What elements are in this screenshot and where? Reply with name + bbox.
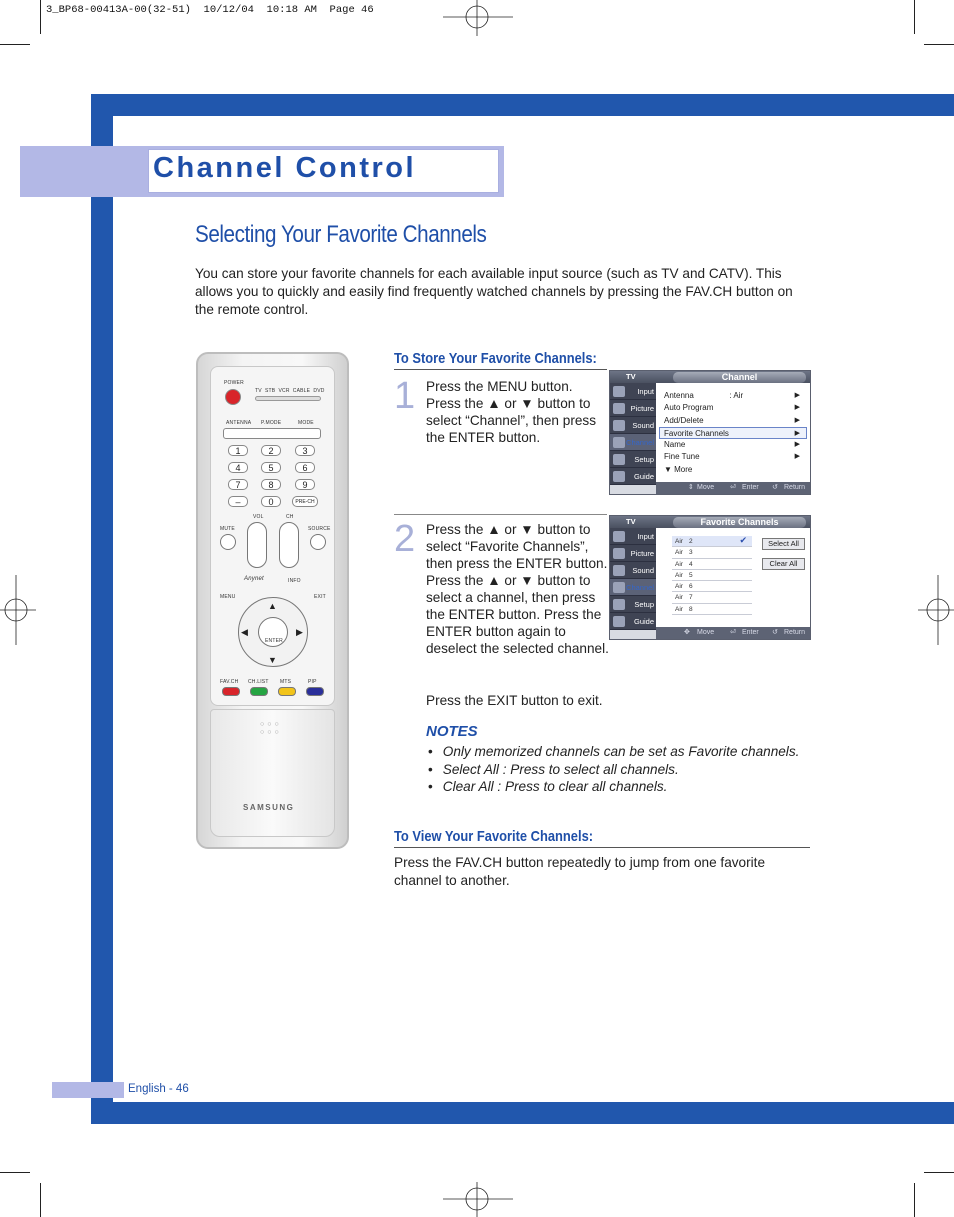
note-item: • Clear All : Press to clear all channels. (428, 778, 799, 796)
mute-button[interactable] (220, 534, 236, 550)
osd-side-sound[interactable]: Sound (610, 417, 656, 434)
ch-list-label: CH.LIST (248, 679, 269, 685)
crop-mark (914, 0, 915, 34)
step-number: 1 (394, 375, 416, 417)
brand-logo: SAMSUNG (243, 803, 295, 812)
arrow-right-icon: ▶ (794, 392, 800, 399)
osd-side-guide[interactable]: Guide (610, 468, 656, 485)
red-button[interactable] (222, 687, 240, 696)
menu-item-fine-tune[interactable]: Fine Tune ▶ (656, 451, 810, 463)
exit-instruction: Press the EXIT button to exit. (426, 693, 603, 708)
channel-item[interactable]: Air 2 ✔ (672, 536, 752, 547)
crop-mark (40, 0, 41, 34)
osd-tv-label: TV (626, 372, 636, 381)
sound-icon (613, 420, 625, 431)
favorite-channel-list (672, 536, 752, 615)
osd-favorite-channels (609, 515, 811, 640)
digit-9-button[interactable]: 9 (295, 479, 315, 490)
osd-side-setup[interactable]: Setup (610, 451, 656, 468)
registration-mark (0, 575, 36, 645)
vol-label: VOL (253, 514, 264, 520)
step-divider (394, 514, 607, 515)
step-1-text: Press the MENU button. Press the ▲ or ▼ button to select “Channel”, then press the ENTER button. (426, 379, 597, 445)
channel-item[interactable]: Air 8 (672, 604, 752, 615)
arrow-right-icon: ▶ (794, 453, 800, 461)
menu-item-favorite-channels[interactable]: Favorite Channels ▶ (659, 427, 807, 439)
remote-control (196, 352, 349, 849)
arrow-down-icon: ▼ (268, 655, 277, 665)
frame-left-bar (91, 94, 113, 1124)
crop-mark (0, 1172, 30, 1173)
osd-side-sound[interactable]: Sound (610, 562, 656, 579)
osd-side-picture[interactable]: Picture (610, 400, 656, 417)
fav-ch-label: FAV.CH (220, 679, 239, 685)
channel-item[interactable]: Air 3 (672, 547, 752, 558)
page-title: Channel Control (153, 152, 417, 184)
digit-2-button[interactable]: 2 (261, 445, 281, 456)
pip-label: PIP (308, 679, 317, 685)
pmode-label: P.MODE (261, 420, 282, 426)
section-title: Selecting Your Favorite Channels (195, 221, 487, 248)
move-icon: ⇕ (688, 484, 694, 491)
osd-side-guide[interactable]: Guide (610, 613, 656, 630)
osd-side-input[interactable]: Input (610, 383, 656, 400)
source-button[interactable] (310, 534, 326, 550)
arrow-right-icon: ▶ (296, 627, 303, 637)
dash-button[interactable]: – (228, 496, 248, 507)
setup-icon (613, 454, 625, 465)
input-icon (613, 386, 625, 397)
osd-side-input[interactable]: Input (610, 528, 656, 545)
menu-item-add-delete[interactable]: Add/Delete ▶ (656, 415, 810, 427)
crop-mark (924, 44, 954, 45)
power-label: POWER (224, 380, 244, 386)
osd-side-picture[interactable]: Picture (610, 545, 656, 562)
channel-item[interactable]: Air 7 (672, 592, 752, 603)
crop-mark (0, 44, 30, 45)
registration-mark (443, 1182, 513, 1217)
source-label: SOURCE (308, 526, 331, 532)
crop-mark (914, 1183, 915, 1217)
antenna-label: ANTENNA (226, 420, 252, 426)
menu-item-antenna[interactable]: Antenna : Air ▶ (656, 390, 810, 402)
arrow-up-icon: ▲ (268, 601, 277, 611)
return-icon: ↺ (772, 484, 778, 491)
osd-side-setup[interactable]: Setup (610, 596, 656, 613)
channel-item[interactable]: Air 6 (672, 581, 752, 592)
volume-rocker[interactable] (247, 522, 267, 568)
osd-fav-panel (656, 528, 810, 629)
mts-label: MTS (280, 679, 292, 685)
notes-title: NOTES (426, 723, 478, 740)
channel-icon (613, 437, 625, 448)
function-button-row[interactable] (223, 428, 321, 439)
picture-icon (613, 403, 625, 414)
heading-rule (394, 847, 810, 848)
registration-mark (918, 575, 954, 645)
mode-labels: TV STB VCR CABLE DVD (255, 388, 325, 394)
channel-icon (613, 582, 625, 593)
osd-footer: ✥ Move ⏎ Enter ↺ Return (656, 627, 810, 639)
view-heading: To View Your Favorite Channels: (394, 828, 594, 845)
view-paragraph: Press the FAV.CH button repeatedly to jump from one favorite channel to another. (394, 855, 765, 888)
digit-8-button[interactable]: 8 (261, 479, 281, 490)
osd-footer: ⇕ Move ⏎ Enter ↺ Return (656, 482, 810, 494)
clear-all-button[interactable]: Clear All (762, 558, 805, 570)
pre-ch-button[interactable]: PRE-CH (292, 496, 318, 507)
osd-sidebar (610, 383, 656, 485)
digit-5-button[interactable]: 5 (261, 462, 281, 473)
enter-label: ENTER (265, 638, 283, 644)
note-item: • Select All : Press to select all channels. (428, 761, 799, 779)
return-icon: ↺ (772, 629, 778, 636)
mode-label: MODE (298, 420, 314, 426)
store-heading: To Store Your Favorite Channels: (394, 350, 597, 367)
arrow-right-icon: ▶ (794, 404, 800, 412)
step-2-text: Press the ▲ or ▼ button to select “Favorite Channels”, then press the ENTER button. Press the ▲ or ▼ button to select a channel, then press the ENTER button. Press the ENTER button again to deselect the selected channel. (426, 522, 609, 656)
menu-item-name[interactable]: Name ▶ (656, 439, 810, 451)
enter-icon: ⏎ (730, 484, 736, 491)
osd-tv-label: TV (626, 517, 636, 526)
arrow-left-icon: ◀ (241, 627, 248, 637)
digit-3-button[interactable]: 3 (295, 445, 315, 456)
select-all-button[interactable]: Select All (762, 538, 805, 550)
osd-channel-menu (609, 370, 811, 495)
menu-label: MENU (220, 594, 236, 600)
registration-mark (443, 0, 513, 36)
info-label: INFO (288, 578, 301, 584)
green-button[interactable] (250, 687, 268, 696)
enter-icon: ⏎ (730, 629, 736, 636)
footer-band (52, 1082, 124, 1098)
power-button[interactable] (225, 389, 241, 405)
frame-bottom-bar (91, 1102, 954, 1124)
print-header: 3_BP68-00413A-00(32-51) 10/12/04 10:18 AM Page 46 (46, 4, 374, 16)
sound-icon (613, 565, 625, 576)
menu-item-auto-program[interactable]: Auto Program ▶ (656, 402, 810, 414)
page-number: English - 46 (128, 1083, 189, 1095)
guide-icon (613, 616, 625, 627)
ch-label: CH (286, 514, 294, 520)
arrow-right-icon: ▶ (794, 429, 800, 437)
channel-item[interactable]: Air 4 (672, 559, 752, 570)
osd-side-channel[interactable]: Channel (610, 434, 656, 451)
input-icon (613, 531, 625, 542)
channel-item[interactable]: Air 5 (672, 570, 752, 581)
blue-button[interactable] (306, 687, 324, 696)
yellow-button[interactable] (278, 687, 296, 696)
digit-4-button[interactable]: 4 (228, 462, 248, 473)
crop-mark (924, 1172, 954, 1173)
digit-0-button[interactable]: 0 (261, 496, 281, 507)
frame-top-bar (91, 94, 954, 116)
arrow-right-icon: ▶ (794, 416, 800, 424)
menu-item-more[interactable]: ▼ More (664, 464, 693, 474)
osd-sidebar (610, 528, 656, 630)
exit-label: EXIT (314, 594, 326, 600)
note-item: • Only memorized channels can be set as Favorite channels. (428, 743, 799, 761)
guide-icon (613, 471, 625, 482)
osd-side-channel[interactable]: Channel (610, 579, 656, 596)
channel-rocker[interactable] (279, 522, 299, 568)
arrow-right-icon: ▶ (794, 441, 800, 449)
digit-6-button[interactable]: 6 (295, 462, 315, 473)
intro-paragraph: You can store your favorite channels for each available input source (such as TV and CATV). This allows you to quickly and easily find frequently watched channels by pressing the FAV.CH button on the remote control. (195, 266, 793, 317)
digit-1-button[interactable]: 1 (228, 445, 248, 456)
osd-header: Favorite Channels (673, 517, 806, 528)
crop-mark (40, 1183, 41, 1217)
osd-menu-list (656, 383, 810, 484)
mode-slider[interactable] (255, 396, 321, 401)
setup-icon (613, 599, 625, 610)
picture-icon (613, 548, 625, 559)
heading-rule (394, 369, 607, 370)
digit-7-button[interactable]: 7 (228, 479, 248, 490)
mute-label: MUTE (220, 526, 235, 532)
step-number: 2 (394, 518, 416, 560)
notes-list (428, 743, 799, 796)
checkmark-icon: ✔ (739, 535, 747, 545)
osd-header: Channel (673, 372, 806, 383)
indicator-dots: ○○○ ○○○ (260, 721, 282, 736)
anynet-label: Anynet (244, 576, 264, 582)
move-icon: ✥ (684, 629, 690, 636)
